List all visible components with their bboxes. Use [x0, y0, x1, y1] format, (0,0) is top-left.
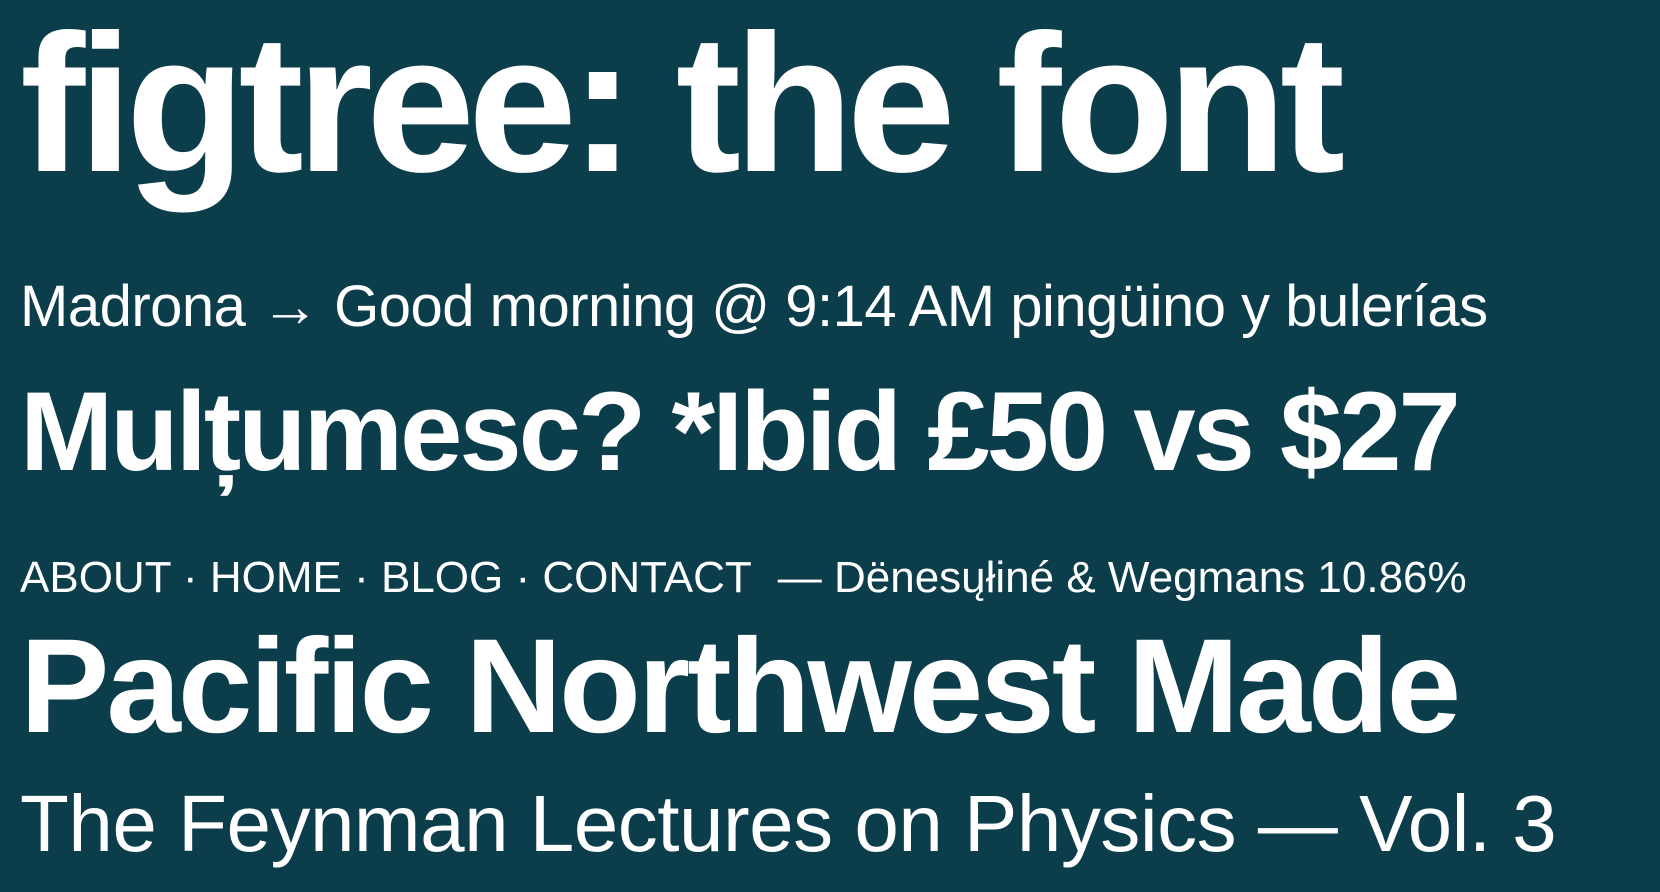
nav-suffix: — Dënesųłiné & Wegmans 10.86% [777, 553, 1467, 602]
specimen-line-regular: Madrona → Good morning @ 9:14 AM pingüino y bulerías [20, 274, 1488, 339]
specimen-headline: Pacific Northwest Made [20, 612, 1459, 761]
specimen-line-bold: Mulțumesc? *Ibid £50 vs $27 [20, 369, 1458, 494]
nav-text: ABOUT · HOME · BLOG · CONTACT [20, 553, 752, 602]
specimen-title: figtree: the font [20, 0, 1339, 213]
specimen-line-light: The Feynman Lectures on Physics — Vol. 3 [20, 779, 1557, 868]
specimen-line-nav [20, 553, 1467, 602]
